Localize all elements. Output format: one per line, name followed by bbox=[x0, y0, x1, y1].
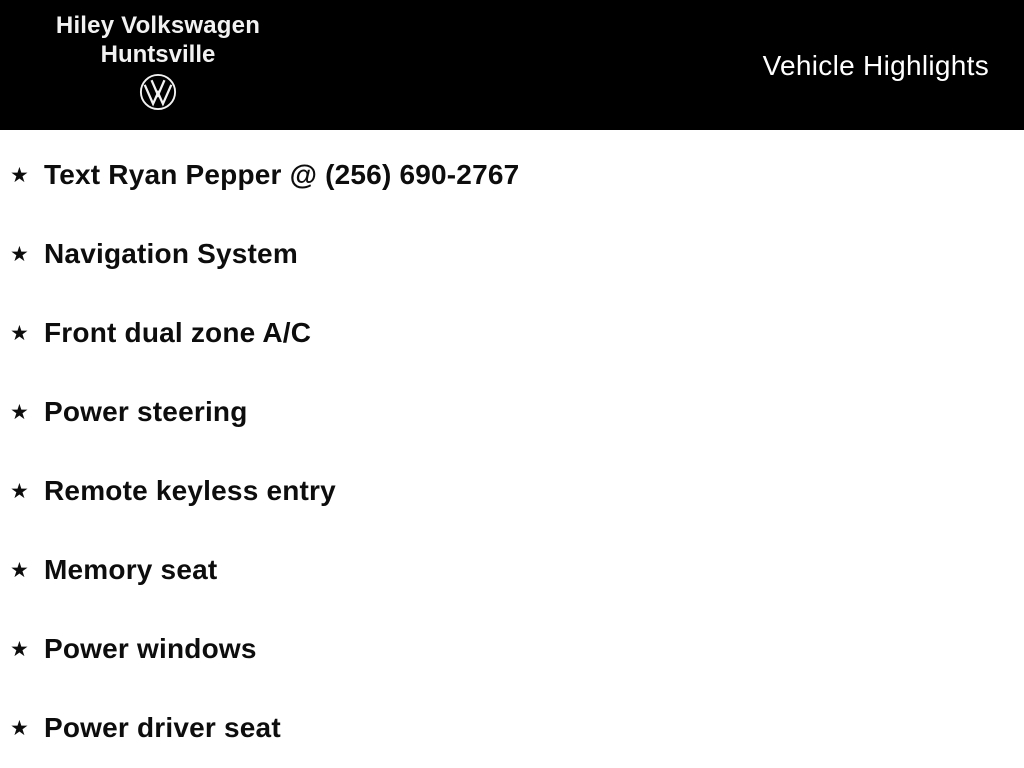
highlight-label: Power driver seat bbox=[44, 711, 281, 743]
star-icon: ★ bbox=[10, 559, 29, 582]
dealer-branding bbox=[38, 12, 278, 116]
star-icon: ★ bbox=[10, 322, 29, 345]
highlight-label: Front dual zone A/C bbox=[44, 316, 312, 348]
header-bar bbox=[0, 0, 1024, 130]
star-icon: ★ bbox=[10, 638, 29, 661]
list-item bbox=[0, 451, 1024, 530]
star-icon: ★ bbox=[10, 243, 29, 266]
highlight-label: Text Ryan Pepper @ (256) 690-2767 bbox=[44, 158, 520, 190]
dealer-name-line1: Hiley Volkswagen bbox=[55, 12, 261, 39]
page-title: Vehicle Highlights bbox=[762, 50, 989, 81]
list-item bbox=[0, 688, 1024, 767]
list-item bbox=[0, 293, 1024, 372]
list-item bbox=[0, 135, 1024, 214]
highlight-label: Remote keyless entry bbox=[44, 474, 336, 506]
list-item bbox=[0, 214, 1024, 293]
highlight-label: Memory seat bbox=[44, 553, 218, 585]
list-item bbox=[0, 530, 1024, 609]
vw-logo-icon bbox=[139, 73, 177, 111]
highlight-label: Power windows bbox=[44, 632, 257, 664]
star-icon: ★ bbox=[10, 164, 29, 187]
list-item bbox=[0, 609, 1024, 688]
star-icon: ★ bbox=[10, 401, 29, 424]
star-icon: ★ bbox=[10, 480, 29, 503]
highlights-list bbox=[0, 135, 1024, 767]
star-icon: ★ bbox=[10, 717, 29, 740]
highlight-label: Navigation System bbox=[44, 237, 298, 269]
list-item bbox=[0, 372, 1024, 451]
highlight-label: Power steering bbox=[44, 395, 248, 427]
dealer-name-line2: Huntsville bbox=[100, 40, 216, 68]
